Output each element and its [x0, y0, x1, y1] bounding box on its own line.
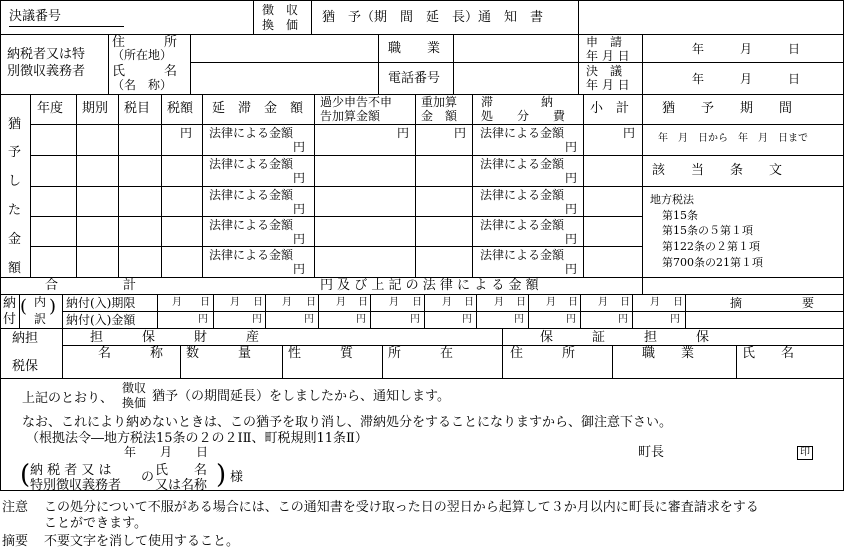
recipient-bracket-open: (	[20, 460, 31, 490]
guarantee-header: 保 証 担 保	[540, 330, 710, 345]
collateral-side-2: 税保	[12, 359, 39, 374]
collateral-side-1: 納担	[12, 331, 39, 346]
delinquency-yen: 円	[293, 202, 306, 216]
col-name: 名 称	[98, 346, 164, 361]
decide-date: 年 月 日	[692, 72, 801, 86]
address-label: 住 所	[112, 35, 178, 50]
recipient-label-4: 又は名称	[155, 478, 208, 493]
sama-label: 様	[230, 470, 244, 485]
col-penalty-2: 告加算金額	[320, 109, 381, 123]
disposal-yen: 円	[565, 202, 578, 216]
notice-choshu: 徴収	[122, 381, 147, 395]
address-alt-label: （所在地）	[112, 48, 173, 62]
name-alt-label: （名 称）	[112, 78, 173, 92]
disposal-yen: 円	[565, 171, 578, 185]
delinquency-yen: 円	[293, 262, 306, 276]
col-nature: 性 質	[288, 346, 354, 361]
recipient-label-2: 特別徴収義務者	[30, 478, 122, 493]
col-tax: 税額	[167, 101, 194, 116]
col-year: 年度	[37, 101, 64, 116]
col-heavy-1: 重加算	[421, 95, 458, 109]
notice-line1-post: 猶予（の期間延長）をしましたから、通知します。	[152, 389, 450, 404]
col-item: 税目	[124, 101, 151, 116]
recipient-label-1: 納 税 者 又 は	[30, 463, 112, 478]
document-title: 猶 予（期 間 延 長）通 知 書	[322, 10, 544, 25]
footer-note-label: 注意	[2, 500, 29, 515]
occupation-label: 職 業	[388, 41, 441, 56]
notice-date: 年 月 日	[124, 445, 209, 459]
delinquency-yen: 円	[293, 171, 306, 185]
col-guarantor-address: 住 所	[510, 346, 576, 361]
notice-legal-basis: （根拠法令―地方税法15条の２の２ⅠⅡ、町税規則11条Ⅱ）	[26, 431, 368, 446]
legal-amount-label: 法律による金額	[480, 248, 565, 262]
phone-label: 電話番号	[388, 71, 441, 86]
notice-line1-pre: 上記のとおり、	[22, 391, 114, 406]
name-label: 氏 名	[112, 64, 178, 79]
legal-amount-label: 法律による金額	[209, 126, 294, 140]
col-guarantor-name: 氏 名	[742, 346, 795, 361]
delinquency-yen: 円	[293, 232, 306, 246]
legal-amount-label: 法律による金額	[209, 218, 294, 232]
legal-amount-label: 法律による金額	[480, 218, 565, 232]
mayor-label: 町長	[638, 445, 665, 460]
payment-side-1: 納	[3, 296, 17, 311]
recipient-no: の	[141, 470, 155, 485]
taxpayer-label-2: 別徴収義務者	[7, 64, 86, 79]
recipient-label-3: 氏 名	[155, 463, 208, 478]
col-period: 期別	[82, 101, 109, 116]
deferral-period-value: 年 月 日から 年 月 日まで	[658, 133, 808, 144]
legal-amount-label: 法律による金額	[480, 126, 565, 140]
notice-kanka: 換価	[122, 396, 147, 410]
delinquency-yen: 円	[293, 140, 306, 154]
col-heavy-2: 金 額	[421, 109, 458, 123]
penalty-yen: 円	[397, 126, 410, 140]
legal-amount-label: 法律による金額	[209, 248, 294, 262]
choshu-label: 徴 収	[262, 3, 299, 17]
disposal-yen: 円	[565, 232, 578, 246]
amount-label: 納付(入)金額	[66, 313, 136, 327]
col-guarantor-occupation: 職 業	[642, 346, 695, 361]
col-delinquency: 延 滞 金 額	[212, 101, 304, 116]
seal-icon: 印	[797, 446, 813, 460]
apply-date: 年 月 日	[692, 42, 801, 56]
naiyaku-1: 内	[34, 295, 47, 309]
total-note: 円 及 び 上 記 の 法 律 に よ る 金 額	[320, 278, 539, 293]
legal-amount-label: 法律による金額	[209, 188, 294, 202]
notice-line2: なお、これにより納めないときは、この猶予を取り消し、滞納処分をすることになりますから、御注意下さい。	[22, 415, 673, 430]
total-label: 合 計	[45, 278, 137, 293]
decision-number-label: 決議番号	[9, 9, 62, 24]
deadline-label: 納付(入)期限	[66, 296, 136, 310]
decide-label-1: 決 議	[586, 64, 623, 78]
recipient-bracket-close: )	[216, 460, 227, 490]
subtotal-yen: 円	[623, 126, 636, 140]
tax-yen: 円	[180, 126, 193, 140]
footer-summary-text: 不要文字を消して使用すること。	[44, 534, 240, 549]
heavy-yen: 円	[454, 126, 467, 140]
naiyaku-2: 訳	[34, 312, 47, 326]
footer-note-text-2: ことができます。	[44, 516, 147, 531]
decide-label-2: 年 月 日	[586, 78, 630, 92]
articles-header: 該 当 条 文	[652, 163, 783, 178]
footer-note-text: この処分について不服がある場合には、この通知書を受け取った日の翌日から起算して３か月以内に町長に審査請求をする	[44, 500, 759, 515]
col-penalty-1: 過少申告不申	[320, 95, 393, 109]
col-disposal-1: 滞 納	[481, 95, 554, 109]
collateral-property-header: 担 保 財 産	[90, 330, 260, 345]
col-disposal-2: 処 分 費	[481, 109, 566, 123]
payment-side-2: 付	[3, 312, 17, 327]
disposal-yen: 円	[565, 262, 578, 276]
naiyaku-bracket-close: )	[49, 296, 57, 317]
kanka-label: 換 価	[262, 18, 299, 32]
legal-amount-label: 法律による金額	[209, 157, 294, 171]
apply-label-2: 年 月 日	[586, 49, 630, 63]
naiyaku-bracket-open: (	[20, 296, 28, 317]
disposal-yen: 円	[565, 140, 578, 154]
col-location: 所 在	[388, 346, 454, 361]
payment-summary-label: 摘 要	[730, 296, 815, 310]
taxpayer-label-1: 納税者又は特	[7, 47, 86, 62]
col-subtotal: 小 計	[590, 101, 630, 116]
deferral-period-header: 猶 予 期 間	[662, 101, 793, 116]
legal-amount-label: 法律による金額	[480, 157, 565, 171]
footer-summary-label: 摘要	[2, 534, 29, 549]
legal-amount-label: 法律による金額	[480, 188, 565, 202]
apply-label-1: 申 請	[586, 35, 623, 49]
col-quantity: 数 量	[186, 346, 252, 361]
